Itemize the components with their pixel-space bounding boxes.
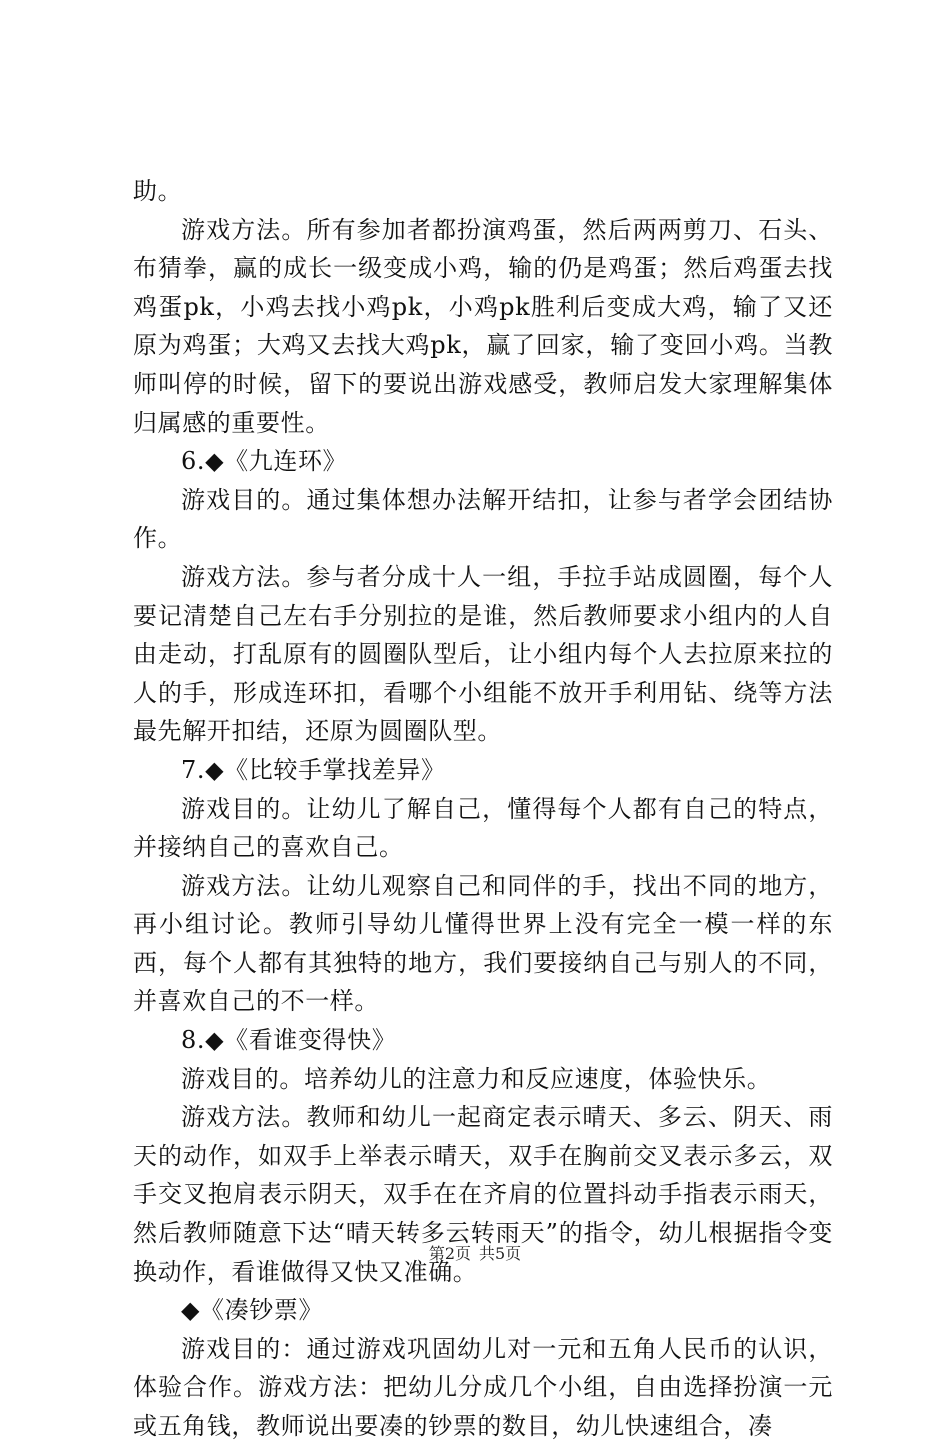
paragraph-game-purpose-9: 游戏目的：通过游戏巩固幼儿对一元和五角人民币的认识，体验合作。游戏方法：把幼儿分成几个小组，自由选择扮演一元或五角钱，教师说出要凑的钞票的数目，幼儿快速组合，凑 [133, 1334, 833, 1440]
paragraph-game-method-7: 游戏方法。让幼儿观察自己和同伴的手，找出不同的地方，再小组讨论。教师引导幼儿懂得世界上没有完全一模一样的东西，每个人都有其独特的地方，我们要接纳自己与别人的不同，并喜欢自己的不一样。 [133, 871, 833, 1016]
paragraph-game-purpose-6: 游戏目的。通过集体想办法解开结扣，让参与者学会团结协作。 [133, 485, 833, 553]
paragraph-game-purpose-7: 游戏目的。让幼儿了解自己，懂得每个人都有自己的特点，并接纳自己的喜欢自己。 [133, 794, 833, 862]
paragraph-game-purpose-8: 游戏目的。培养幼儿的注意力和反应速度，体验快乐。 [181, 1064, 772, 1093]
heading-game-7: 7.◆《比较手掌找差异》 [181, 755, 446, 784]
page-footer [0, 1244, 950, 1264]
page-total: 共5页 [479, 1244, 522, 1263]
paragraph-game-method-8: 游戏方法。教师和幼儿一起商定表示晴天、多云、阴天、雨天的动作，如双手上举表示晴天，双手在胸前交叉表示多云，双手交叉抱肩表示阴天，双手在在齐肩的位置抖动手指表示雨天，然后教师随意下达“晴天转多云转雨天”的指令，幼儿根据指令变换动作，看谁做得又快又准确。 [133, 1103, 833, 1286]
heading-game-8: 8.◆《看谁变得快》 [181, 1026, 397, 1055]
paragraph-game-method-6: 游戏方法。参与者分成十人一组，手拉手站成圆圈，每个人要记清楚自己左右手分别拉的是谁，然后教师要求小组内的人自由走动，打乱原有的圆圈队型后，让小组内每个人去拉原来拉的人的手，形成连环扣，看哪个小组能不放开手利用钻、绕等方法最先解开扣结，还原为圆圈队型。 [133, 562, 833, 746]
heading-game-9: ◆《凑钞票》 [181, 1296, 324, 1325]
paragraph-continuation: 助。 [133, 177, 183, 205]
paragraph-game-method-5: 游戏方法。所有参加者都扮演鸡蛋，然后两两剪刀、石头、布猜拳，赢的成长一级变成小鸡，输的仍是鸡蛋；然后鸡蛋去找鸡蛋pk，小鸡去找小鸡pk，小鸡pk胜利后变成大鸡，输了又还原为鸡蛋；大鸡又去找大鸡pk，赢了回家，输了变回小鸡。当教师叫停的时候，留下的要说出游戏感受，教师启发大家理解集体归属感的重要性。 [133, 215, 833, 437]
page-number: 第2页 [428, 1244, 471, 1263]
heading-game-6: 6.◆《九连环》 [181, 447, 348, 476]
